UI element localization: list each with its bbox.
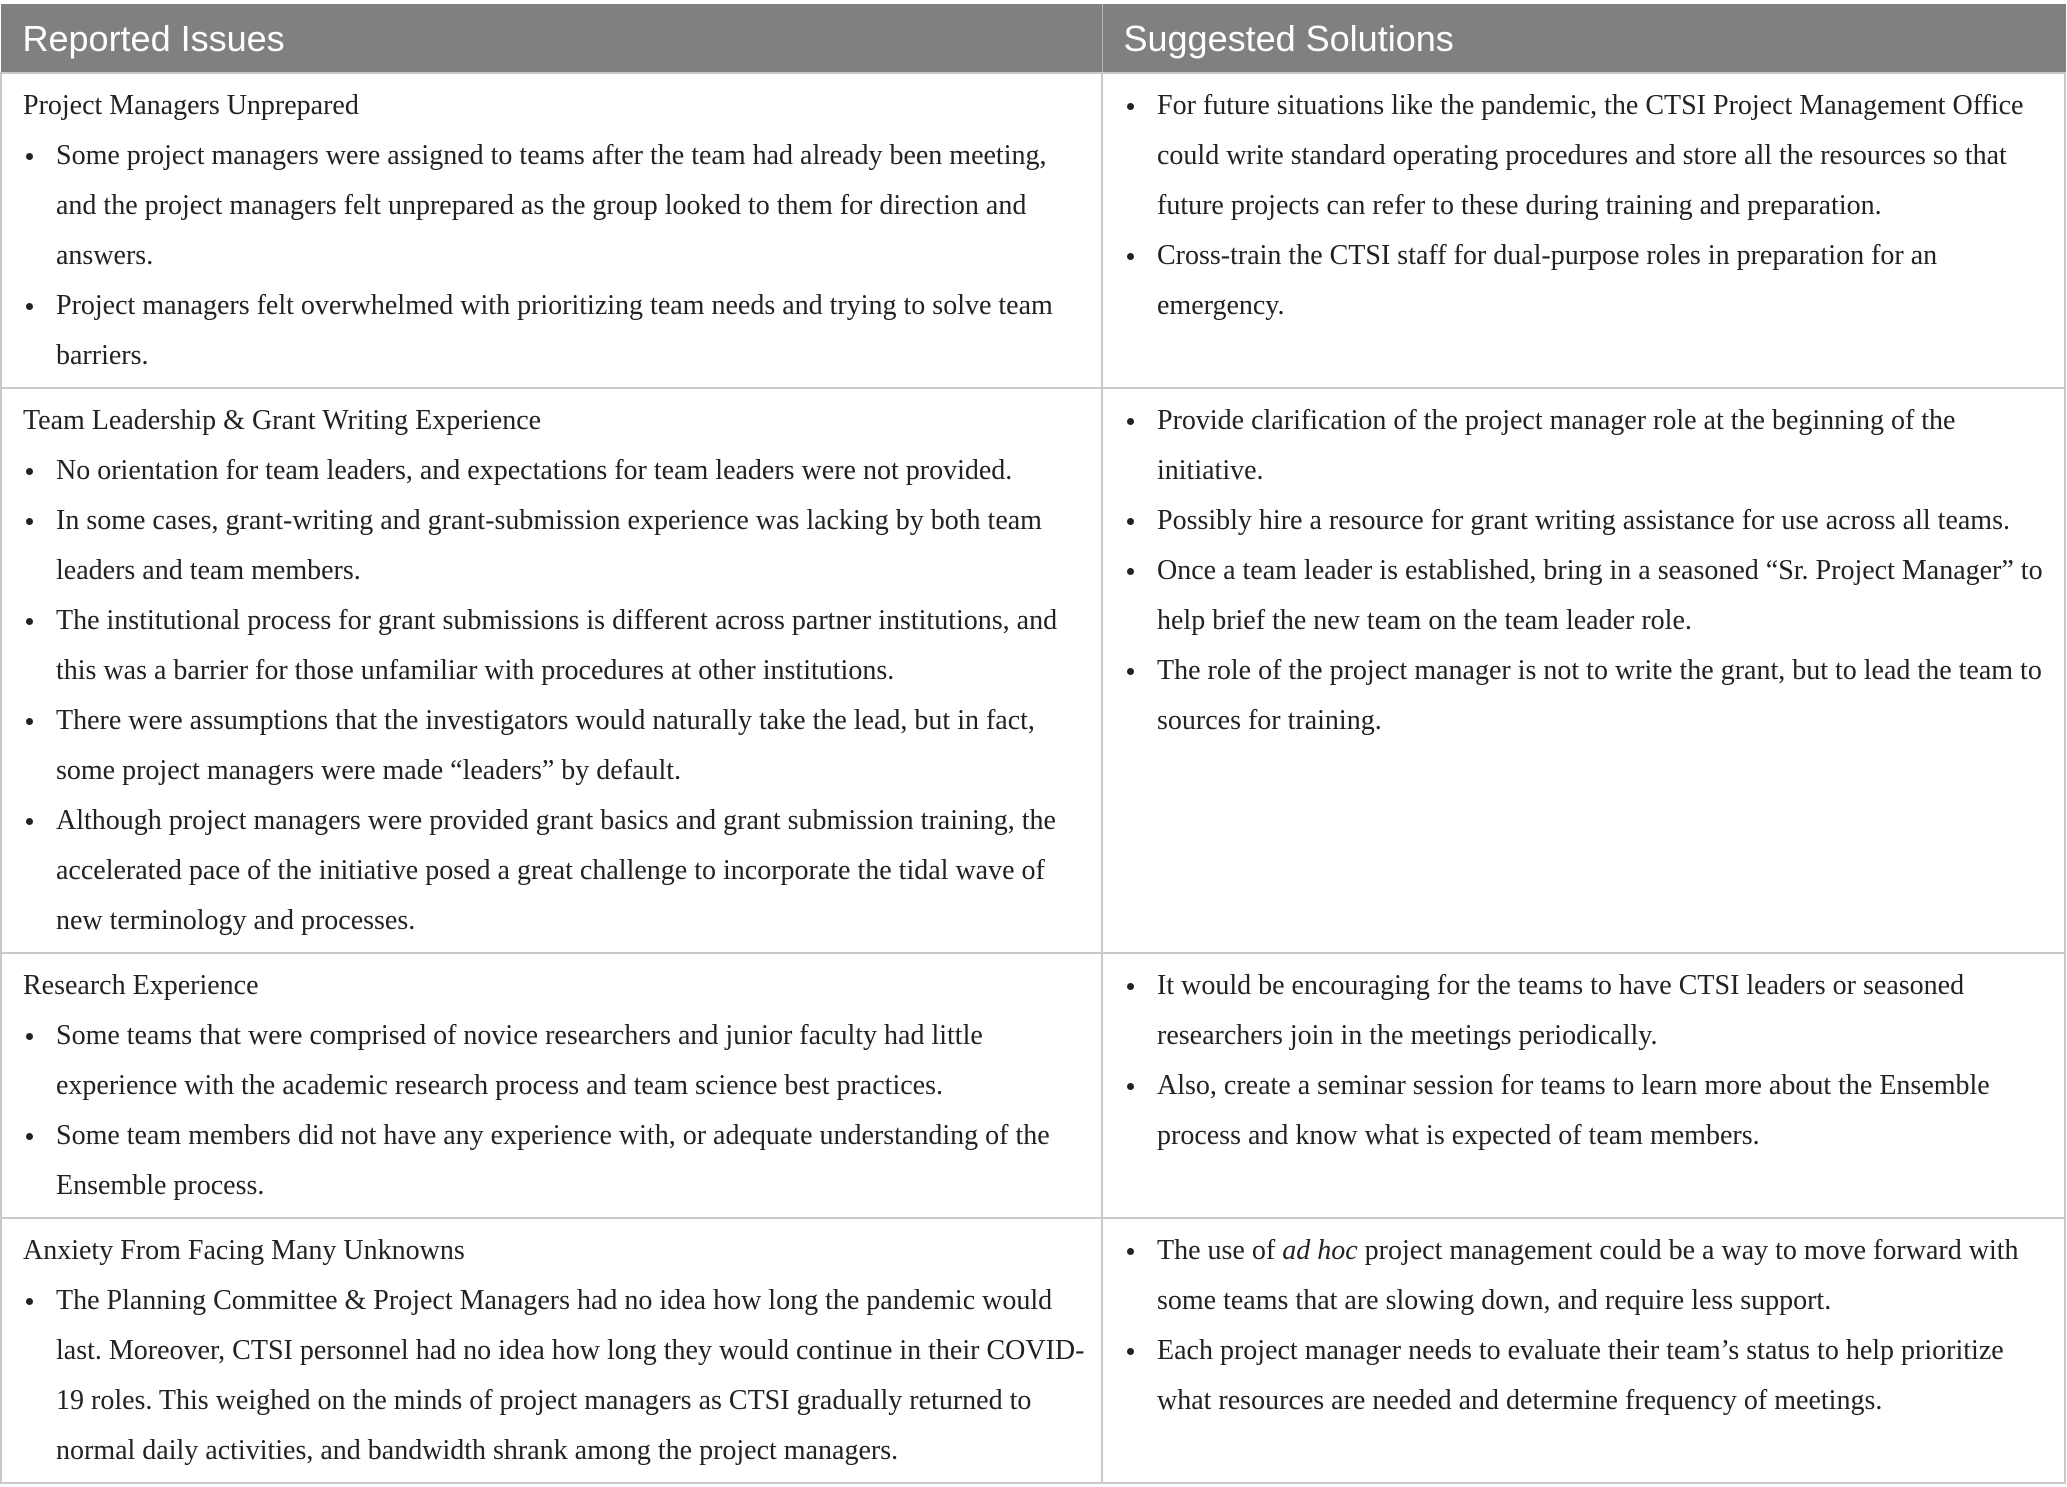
issue-item: Some project managers were assigned to teams after the team had already been meeting, and the project managers felt unprepared as the group looked to them for direction and answers. (56, 131, 1087, 281)
header-row (1, 5, 2065, 74)
issues-cell (1, 73, 1102, 388)
table-row (1, 388, 2065, 953)
table-row (1, 73, 2065, 388)
issue-item: Some team members did not have any experience with, or adequate understanding of the Ensemble process. (56, 1111, 1087, 1211)
solution-list (1124, 81, 2050, 331)
solution-item: For future situations like the pandemic, the CTSI Project Management Office could write standard operating procedures and store all the resources so that future projects can refer to these during training and preparation. (1157, 81, 2050, 231)
issues-solutions-table (0, 4, 2066, 1484)
issues-cell (1, 388, 1102, 953)
table-row (1, 1218, 2065, 1483)
solution-item: Also, create a seminar session for teams to learn more about the Ensemble process and know what is expected of team members. (1157, 1061, 2050, 1161)
solution-item: The role of the project manager is not to write the grant, but to lead the team to sources for training. (1157, 646, 2050, 746)
solution-list (1124, 961, 2050, 1161)
solutions-cell (1102, 953, 2065, 1218)
issue-item: Project managers felt overwhelmed with prioritizing team needs and trying to solve team barriers. (56, 281, 1087, 381)
issue-item: There were assumptions that the investigators would naturally take the lead, but in fact, some project managers were made “leaders” by default. (56, 696, 1087, 796)
issue-list (23, 446, 1087, 946)
issue-item: No orientation for team leaders, and expectations for team leaders were not provided. (56, 446, 1087, 496)
issue-list (23, 131, 1087, 381)
solutions-cell (1102, 388, 2065, 953)
solution-list (1124, 396, 2050, 746)
issue-category: Team Leadership & Grant Writing Experience (23, 405, 542, 436)
solutions-cell (1102, 1218, 2065, 1483)
solution-text-after: project management could be a way to move forward with some teams that are slowing down, and require less support. (1157, 1235, 2019, 1316)
header-suggested-solutions: Suggested Solutions (1102, 5, 2065, 74)
issue-list (23, 1011, 1087, 1211)
header-reported-issues: Reported Issues (1, 5, 1102, 74)
solutions-cell (1102, 73, 2065, 388)
issue-item: The Planning Committee & Project Managers had no idea how long the pandemic would last. Moreover, CTSI personnel had no idea how long they would continue in their COVID-19 roles. This weighed on the minds of project managers as CTSI gradually returned to normal daily activities, and bandwidth shrank among the project managers. (56, 1276, 1087, 1476)
issue-list (23, 1276, 1087, 1476)
solution-item: Cross-train the CTSI staff for dual-purpose roles in preparation for an emergency. (1157, 231, 2050, 331)
table-body (1, 73, 2065, 1483)
solution-text-before: The use of (1157, 1235, 1283, 1266)
table-row (1, 953, 2065, 1218)
solution-emphasis: ad hoc (1282, 1235, 1358, 1266)
issue-item: Although project managers were provided grant basics and grant submission training, the accelerated pace of the initiative posed a great challenge to incorporate the tidal wave of new terminology and processes. (56, 796, 1087, 946)
issue-category: Research Experience (23, 970, 259, 1001)
solution-item: Once a team leader is established, bring in a seasoned “Sr. Project Manager” to help brief the new team on the team leader role. (1157, 546, 2050, 646)
solution-item: Provide clarification of the project manager role at the beginning of the initiative. (1157, 396, 2050, 496)
solution-list (1124, 1226, 2050, 1426)
issues-cell (1, 1218, 1102, 1483)
solution-item (1157, 1226, 2050, 1326)
issue-category: Project Managers Unprepared (23, 90, 359, 121)
issue-item: In some cases, grant-writing and grant-submission experience was lacking by both team leaders and team members. (56, 496, 1087, 596)
issues-cell (1, 953, 1102, 1218)
solution-item: Possibly hire a resource for grant writing assistance for use across all teams. (1157, 496, 2050, 546)
solution-item: It would be encouraging for the teams to have CTSI leaders or seasoned researchers join in the meetings periodically. (1157, 961, 2050, 1061)
table-header (1, 5, 2065, 74)
issue-item: Some teams that were comprised of novice researchers and junior faculty had little experience with the academic research process and team science best practices. (56, 1011, 1087, 1111)
issue-item: The institutional process for grant submissions is different across partner institutions, and this was a barrier for those unfamiliar with procedures at other institutions. (56, 596, 1087, 696)
issue-category: Anxiety From Facing Many Unknowns (23, 1235, 465, 1266)
solution-item: Each project manager needs to evaluate their team’s status to help prioritize what resources are needed and determine frequency of meetings. (1157, 1326, 2050, 1426)
